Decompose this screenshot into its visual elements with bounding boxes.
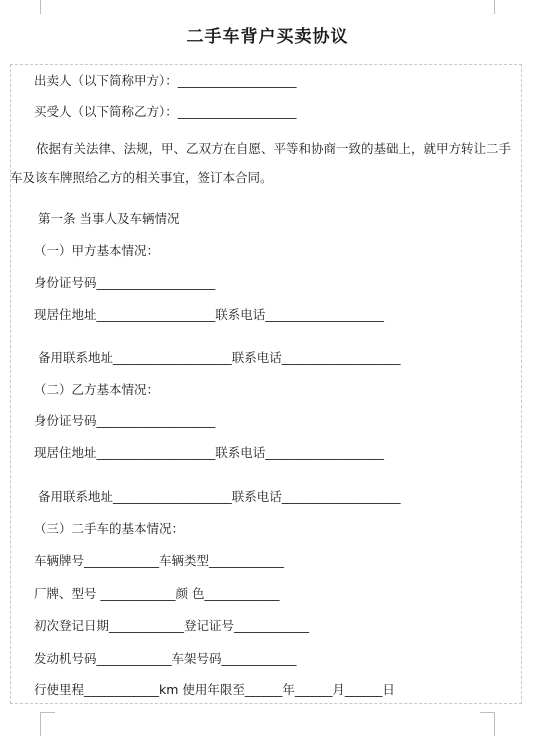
seller-line: 出卖人（以下简称甲方）：___________________ <box>34 73 297 88</box>
vehicle-mileage-line: 行使里程____________km 使用年限至______年______月______日 <box>34 682 395 697</box>
party-a-id-line: 身份证号码___________________ <box>34 275 216 290</box>
party-a-address-line: 现居住地址___________________联系电话___________________ <box>34 307 385 322</box>
party-a-heading: （一）甲方基本情况： <box>34 243 160 258</box>
crop-mark-bottom-right <box>480 712 495 736</box>
vehicle-plate-line: 车辆牌号____________车辆类型____________ <box>34 553 285 568</box>
vehicle-heading: （三）二手车的基本情况： <box>34 521 185 536</box>
crop-mark-top-left <box>40 0 55 14</box>
vehicle-brand-line: 厂牌、型号 ____________颜 色____________ <box>34 586 280 601</box>
vehicle-engine-line: 发动机号码____________车架号码____________ <box>34 651 297 666</box>
crop-mark-top-right <box>480 0 495 14</box>
party-b-id-line: 身份证号码___________________ <box>34 413 216 428</box>
intro-paragraph: 依据有关法律、法规，甲、乙双方在自愿、平等和协商一致的基础上，就甲方转让二手车及该车牌照给乙方的相关事宜，签订本合同。 <box>10 141 512 185</box>
party-a-backup-line: 备用联系地址___________________联系电话___________________ <box>38 350 401 365</box>
party-b-address-line: 现居住地址___________________联系电话___________________ <box>34 445 385 460</box>
document-title: 二手车背户买卖协议 <box>186 27 349 47</box>
vehicle-registration-line: 初次登记日期____________登记证号____________ <box>34 618 310 633</box>
party-b-heading: （二）乙方基本情况： <box>34 382 160 397</box>
crop-mark-bottom-left <box>40 712 55 736</box>
article-1-heading: 第一条 当事人及车辆情况 <box>38 211 180 226</box>
party-b-backup-line: 备用联系地址___________________联系电话___________________ <box>38 489 401 504</box>
buyer-line: 买受人（以下简称乙方）：___________________ <box>34 104 297 119</box>
